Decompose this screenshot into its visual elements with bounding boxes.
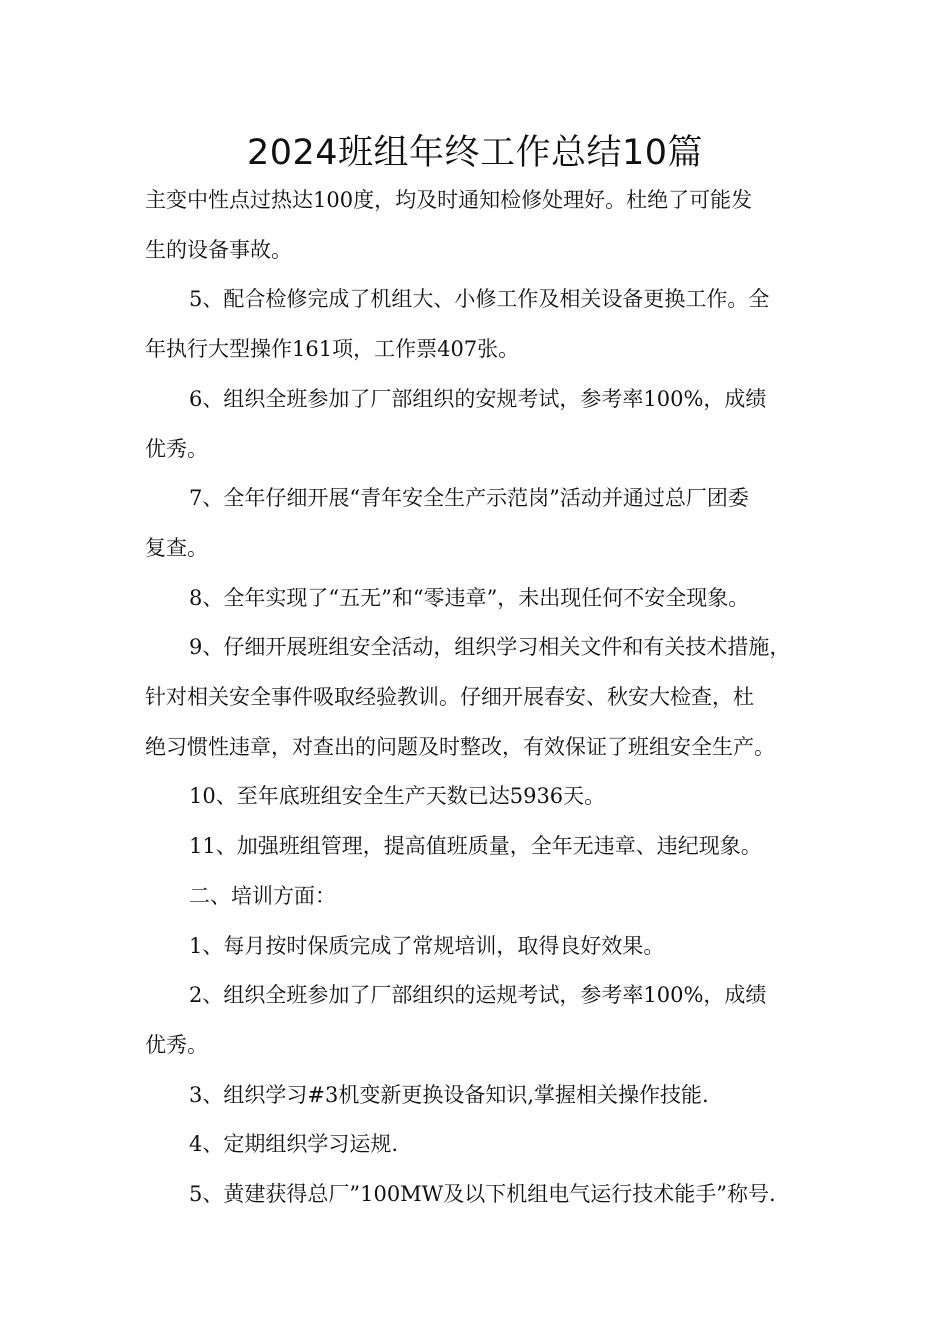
text-line: 2、组织全班参加了厂部组织的运规考试，参考率100%，成绩: [189, 983, 767, 1008]
text-line: 6、组织全班参加了厂部组织的安规考试，参考率100%，成绩: [189, 386, 767, 411]
text-line: 9、仔细开展班组安全活动，组织学习相关文件和有关技术措施，: [189, 635, 791, 660]
text-line: 针对相关安全事件吸取经验教训。仔细开展春安、秋安大检查，杜: [145, 685, 754, 710]
text-line: 优秀。: [145, 1032, 208, 1057]
text-line: 5、黄建获得总厂”100MW及以下机组电气运行技术能手”称号.: [189, 1182, 776, 1207]
text-line: 8、全年实现了“五无”和“零违章”，未出现任何不安全现象。: [189, 585, 750, 610]
text-line: 11、加强班组管理，提高值班质量，全年无违章、违纪现象。: [189, 834, 762, 859]
text-line: 优秀。: [145, 436, 208, 461]
text-line: 生的设备事故。: [145, 237, 292, 262]
text-line: 年执行大型操作161项，工作票407张。: [145, 337, 520, 362]
text-line: 1、每月按时保质完成了常规培训，取得良好效果。: [189, 933, 665, 958]
text-line: 10、至年底班组安全生产天数已达5936天。: [189, 784, 606, 809]
text-line: 3、组织学习#3机变新更换设备知识,掌握相关操作技能.: [189, 1082, 709, 1107]
text-line: 5、配合检修完成了机组大、小修工作及相关设备更换工作。全: [189, 287, 770, 312]
text-line: 复查。: [145, 535, 208, 560]
document-title: 2024班组年终工作总结10篇: [246, 133, 704, 173]
text-line: 7、全年仔细开展“青年安全生产示范岗”活动并通过总厂团委: [189, 486, 749, 511]
text-line: 二、培训方面：: [189, 883, 336, 908]
text-line: 主变中性点过热达100度，均及时通知检修处理好。杜绝了可能发: [145, 188, 753, 212]
text-line: 4、定期组织学习运规.: [189, 1132, 399, 1157]
text-line: 绝习惯性违章，对查出的问题及时整改，有效保证了班组安全生产。: [145, 734, 775, 759]
document-body: [145, 176, 810, 1220]
